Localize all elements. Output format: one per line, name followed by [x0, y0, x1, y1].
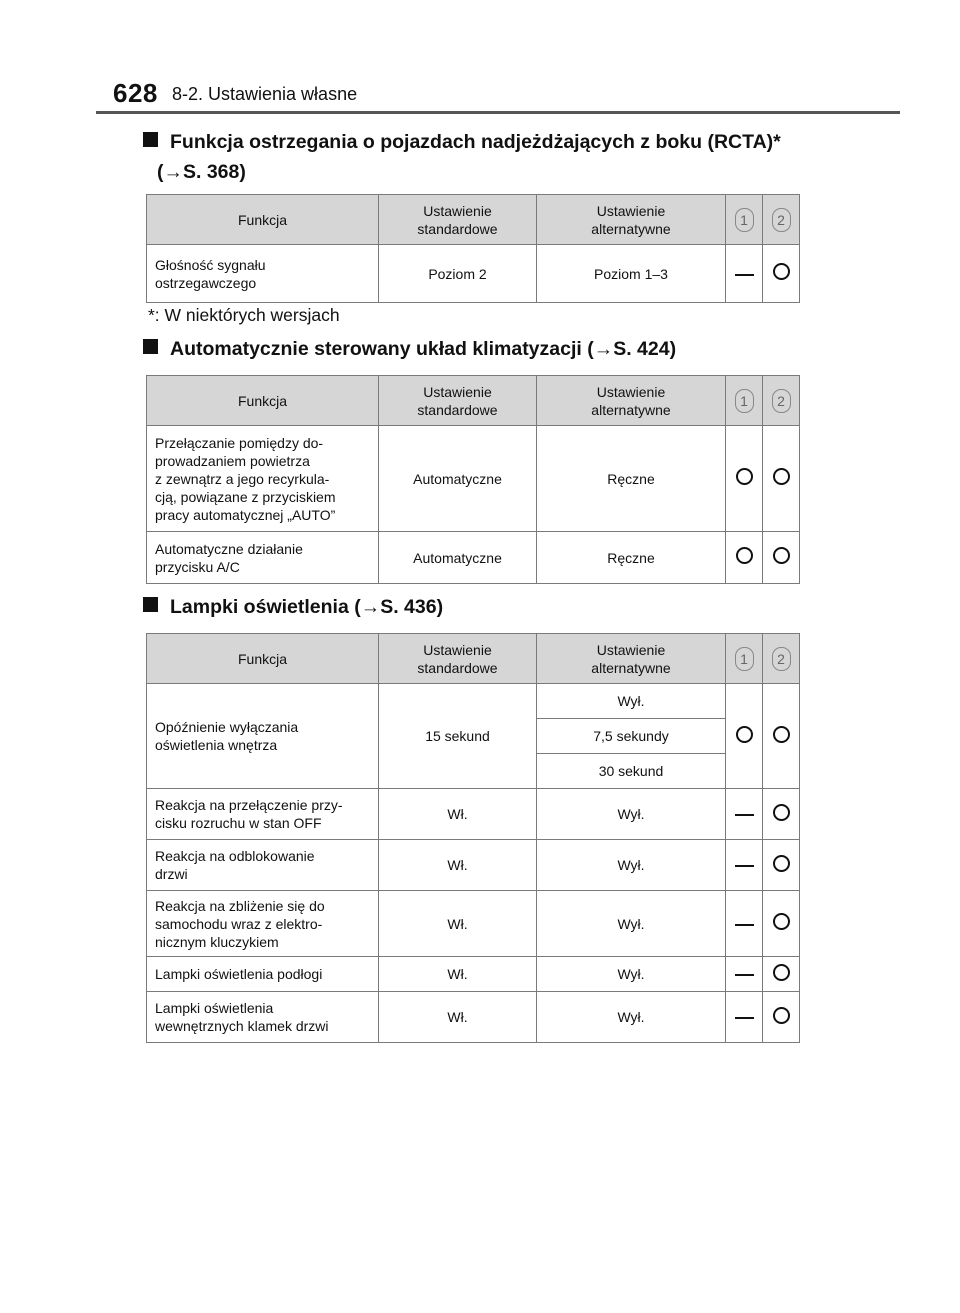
section-title-text: Lampki oświetlenia (→S. 436): [170, 596, 444, 618]
dash-icon: [735, 814, 754, 816]
cell-mark-1: [726, 684, 763, 789]
cell-alternative: Ręczne: [537, 426, 726, 532]
page-header: [0, 78, 900, 114]
cell-function: Reakcja na przełączenie przy- cisku rozruchu w stan OFF: [147, 789, 379, 840]
table-row-delay: [147, 684, 800, 719]
table-header-row: [147, 195, 800, 245]
cell-function: Reakcja na odblokowanie drzwi: [147, 840, 379, 891]
table-row: [147, 426, 800, 532]
cell-alternative: Poziom 1–3: [537, 245, 726, 303]
cell-function: Lampki oświetlenia wewnętrznych klamek drzwi: [147, 992, 379, 1043]
number-two-icon: 2: [772, 647, 791, 671]
table-body-rcta: [147, 245, 800, 303]
bullet-square-icon: [143, 339, 158, 354]
circle-icon: [736, 547, 753, 564]
dash-icon: [735, 274, 754, 276]
circle-icon: [773, 913, 790, 930]
bullet-square-icon: [143, 132, 158, 147]
cell-mark-2: [763, 992, 800, 1043]
col-header-m1: [726, 376, 763, 426]
table-body-lights: [147, 684, 800, 1043]
col-header-standard: Ustawienie standardowe: [379, 195, 537, 245]
col-header-m2: [763, 376, 800, 426]
circle-icon: [736, 468, 753, 485]
table-row: [147, 891, 800, 957]
cell-function: Lampki oświetlenia podłogi: [147, 957, 379, 992]
cell-standard: Wł.: [379, 957, 537, 992]
cell-mark-1: [726, 426, 763, 532]
cell-standard: Wł.: [379, 840, 537, 891]
col-header-m2: [763, 634, 800, 684]
cell-mark-1: [726, 891, 763, 957]
cell-mark-1: [726, 789, 763, 840]
circle-icon: [773, 804, 790, 821]
dash-icon: [735, 1017, 754, 1019]
cell-mark-1: [726, 992, 763, 1043]
cell-mark-2: [763, 789, 800, 840]
cell-alternative: Wył.: [537, 684, 726, 719]
circle-icon: [773, 964, 790, 981]
table-body-climate: [147, 426, 800, 584]
number-one-icon: 1: [735, 208, 754, 232]
chapter-title: 8-2. Ustawienia własne: [172, 84, 358, 104]
bullet-square-icon: [143, 597, 158, 612]
cell-function: Opóźnienie wyłączania oświetlenia wnętrza: [147, 684, 379, 789]
circle-icon: [773, 263, 790, 280]
table-lights: [146, 633, 800, 1043]
table-row: [147, 245, 800, 303]
table-header-row: [147, 376, 800, 426]
cell-alternative: 7,5 sekundy: [537, 719, 726, 754]
cell-function: Reakcja na zbliżenie się do samochodu wraz z elektro- nicznym kluczykiem: [147, 891, 379, 957]
table-row: [147, 532, 800, 584]
cell-function: Przełączanie pomiędzy do- prowadzaniem powietrza z zewnątrz a jego recyrkula- cją, powiązane z przyciskiem pracy automatycznej „AUTO”: [147, 426, 379, 532]
col-header-alternative: Ustawienie alternatywne: [537, 195, 726, 245]
cell-mark-1: [726, 957, 763, 992]
cell-function: Automatyczne działanie przycisku A/C: [147, 532, 379, 584]
col-header-function: Funkcja: [147, 376, 379, 426]
cell-standard: 15 sekund: [379, 684, 537, 789]
table-rcta: [146, 194, 800, 303]
cell-standard: Wł.: [379, 789, 537, 840]
circle-icon: [773, 855, 790, 872]
cell-mark-2: [763, 245, 800, 303]
section-title-text: Automatycznie sterowany układ klimatyzacji (→S. 424): [170, 338, 677, 360]
col-header-alternative: Ustawienie alternatywne: [537, 634, 726, 684]
table-row: [147, 789, 800, 840]
circle-icon: [773, 547, 790, 564]
col-header-function: Funkcja: [147, 195, 379, 245]
cell-standard: Wł.: [379, 992, 537, 1043]
cell-standard: Automatyczne: [379, 426, 537, 532]
number-one-icon: 1: [735, 389, 754, 413]
dash-icon: [735, 865, 754, 867]
cell-mark-2: [763, 684, 800, 789]
circle-icon: [736, 726, 753, 743]
cell-alternative: Wył.: [537, 957, 726, 992]
cell-mark-1: [726, 532, 763, 584]
table-row: [147, 957, 800, 992]
cell-mark-2: [763, 891, 800, 957]
cell-mark-2: [763, 426, 800, 532]
cell-mark-2: [763, 957, 800, 992]
cell-mark-2: [763, 840, 800, 891]
cell-alternative: Wył.: [537, 789, 726, 840]
dash-icon: [735, 974, 754, 976]
cell-mark-1: [726, 245, 763, 303]
table-row: [147, 840, 800, 891]
section-title-lights: [143, 592, 443, 622]
circle-icon: [773, 726, 790, 743]
col-header-m1: [726, 195, 763, 245]
cell-standard: Automatyczne: [379, 532, 537, 584]
table-climate: [146, 375, 800, 584]
cell-alternative: Ręczne: [537, 532, 726, 584]
number-two-icon: 2: [772, 389, 791, 413]
col-header-m2: [763, 195, 800, 245]
number-two-icon: 2: [772, 208, 791, 232]
circle-icon: [773, 1007, 790, 1024]
table-header-row: [147, 634, 800, 684]
cell-function: Głośność sygnału ostrzegawczego: [147, 245, 379, 303]
section-title-rcta: [143, 127, 781, 187]
cell-standard: Wł.: [379, 891, 537, 957]
dash-icon: [735, 924, 754, 926]
circle-icon: [773, 468, 790, 485]
cell-alternative: Wył.: [537, 891, 726, 957]
cell-alternative: 30 sekund: [537, 754, 726, 789]
table-row: [147, 992, 800, 1043]
section-title-ref: (→S. 368): [157, 161, 246, 183]
footnote: *: W niektórych wersjach: [148, 305, 340, 325]
col-header-alternative: Ustawienie alternatywne: [537, 376, 726, 426]
header-rule: [96, 111, 900, 114]
cell-mark-2: [763, 532, 800, 584]
col-header-standard: Ustawienie standardowe: [379, 634, 537, 684]
col-header-standard: Ustawienie standardowe: [379, 376, 537, 426]
cell-mark-1: [726, 840, 763, 891]
page-number: 628: [113, 78, 158, 108]
section-title-climate: [143, 334, 676, 364]
cell-alternative: Wył.: [537, 992, 726, 1043]
col-header-function: Funkcja: [147, 634, 379, 684]
col-header-m1: [726, 634, 763, 684]
cell-alternative: Wył.: [537, 840, 726, 891]
cell-standard: Poziom 2: [379, 245, 537, 303]
number-one-icon: 1: [735, 647, 754, 671]
section-title-text: Funkcja ostrzegania o pojazdach nadjeżdżających z boku (RCTA)*: [170, 131, 781, 153]
